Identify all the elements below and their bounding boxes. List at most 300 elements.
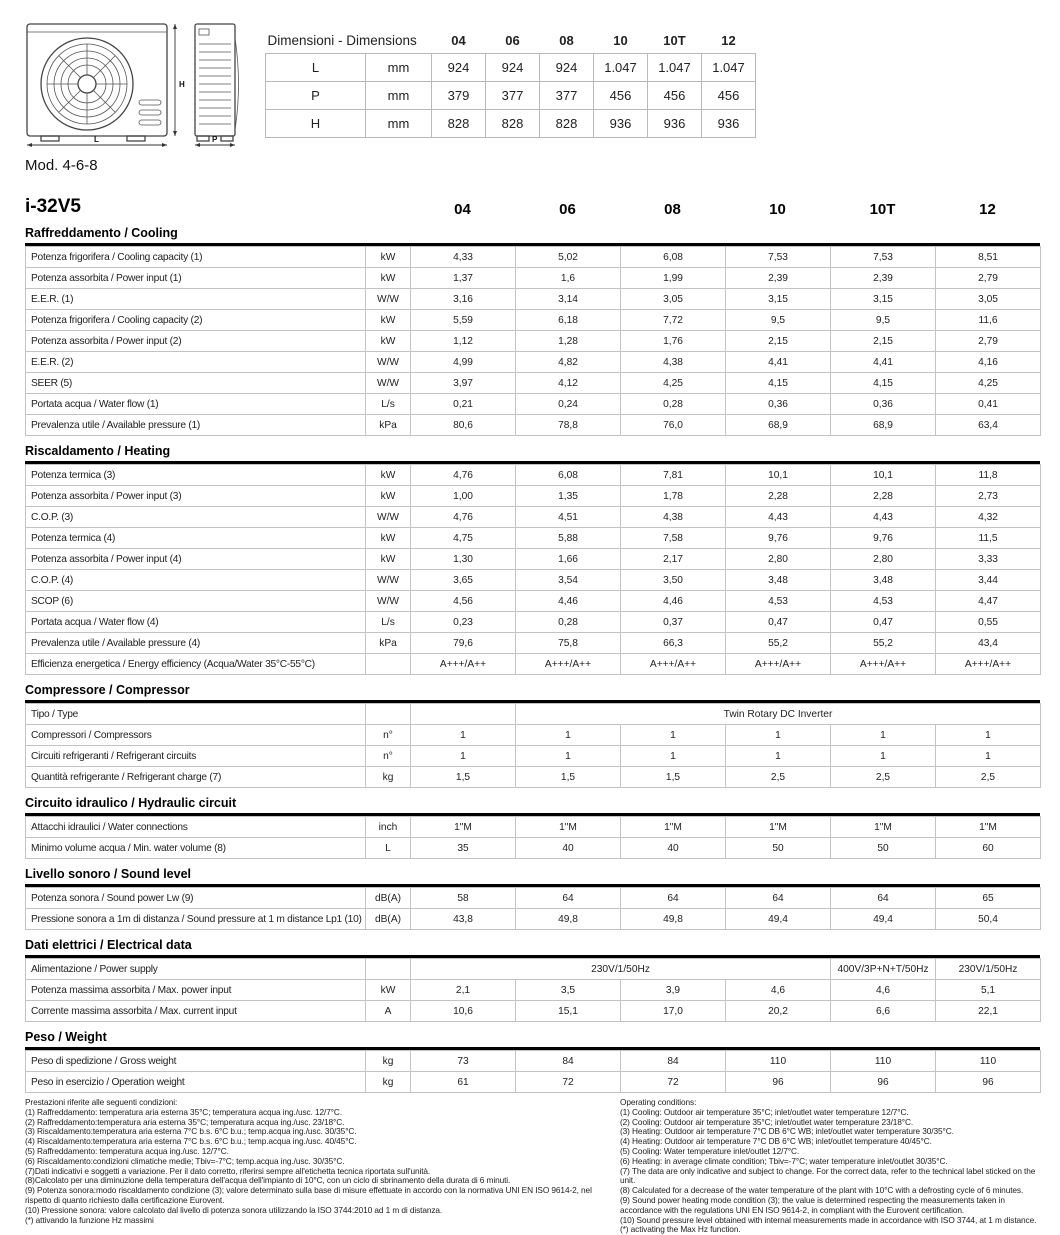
spec-value: 4,15	[726, 373, 831, 394]
dimension-value: 1.047	[594, 54, 648, 82]
footnote-line: (*) attivando la funzione Hz massimi	[25, 1214, 154, 1225]
spec-value: 50	[831, 838, 936, 859]
spec-row	[26, 633, 1041, 654]
dimensions-title: Dimensioni - Dimensions	[267, 33, 417, 48]
section-title: Livello sonoro / Sound level	[25, 863, 1040, 887]
spec-value: 0,37	[621, 612, 726, 633]
spec-value: 1	[516, 725, 621, 746]
spec-value: 9,76	[726, 528, 831, 549]
spec-row	[26, 980, 1041, 1001]
spec-value: 7,58	[621, 528, 726, 549]
spec-row-unit: L	[366, 838, 411, 859]
spec-row	[26, 289, 1041, 310]
spec-value: 1,5	[621, 767, 726, 788]
spec-row-unit: kW	[366, 331, 411, 352]
spec-value: 11,5	[936, 528, 1041, 549]
spec-value: 64	[621, 888, 726, 909]
spec-value: 50	[726, 838, 831, 859]
spec-section	[25, 792, 1040, 859]
spec-value: 10,6	[411, 1001, 516, 1022]
spec-row-label: Compressori / Compressors	[26, 725, 366, 746]
spec-value: 110	[936, 1051, 1041, 1072]
footnotes-left	[25, 1098, 620, 1235]
spec-row-label: E.E.R. (1)	[26, 289, 366, 310]
spec-section	[25, 440, 1040, 675]
spec-row-unit: kW	[366, 486, 411, 507]
dimensions-col-header: 12	[721, 33, 736, 48]
spec-value: 10,1	[726, 465, 831, 486]
spec-value: 1,37	[411, 268, 516, 289]
spec-span-value: 230V/1/50Hz	[936, 959, 1041, 980]
spec-value: 4,75	[411, 528, 516, 549]
spec-value: A+++/A++	[936, 654, 1041, 675]
spec-value: 49,4	[831, 909, 936, 930]
spec-value: 6,08	[621, 247, 726, 268]
spec-value: 5,1	[936, 980, 1041, 1001]
spec-value: 11,6	[936, 310, 1041, 331]
spec-row	[26, 352, 1041, 373]
spec-span-value	[411, 704, 516, 725]
spec-col-header: 10T	[869, 201, 896, 218]
spec-row-label: Attacchi idraulici / Water connections	[26, 817, 366, 838]
spec-row-label: Quantità refrigerante / Refrigerant charge (7)	[26, 767, 366, 788]
spec-value: 110	[831, 1051, 936, 1072]
spec-row	[26, 486, 1041, 507]
spec-value: 6,08	[516, 465, 621, 486]
dimension-value: 828	[540, 110, 594, 138]
footnote-line: (7) The data are only indicative and subject to change. For the correct data, refer to the technical label sticked on the unit.	[620, 1165, 1036, 1186]
spec-row	[26, 331, 1041, 352]
spec-value: 64	[726, 888, 831, 909]
spec-value: 61	[411, 1072, 516, 1093]
spec-value: A+++/A++	[516, 654, 621, 675]
spec-row-unit: kW	[366, 465, 411, 486]
section-title: Circuito idraulico / Hydraulic circuit	[25, 792, 1040, 816]
spec-row-unit	[366, 704, 411, 725]
spec-row-label: Prevalenza utile / Available pressure (1)	[26, 415, 366, 436]
spec-row-label: Corrente massima assorbita / Max. current input	[26, 1001, 366, 1022]
footnote-line: (4) Riscaldamento:temperatura aria esterna 7°C b.s. 6°C b.u.; temp.acqua ing./usc. 40/45°C.	[25, 1136, 357, 1147]
spec-row	[26, 247, 1041, 268]
spec-row	[26, 1051, 1041, 1072]
spec-value: 1	[936, 746, 1041, 767]
spec-value: 2,5	[936, 767, 1041, 788]
spec-row-label: C.O.P. (4)	[26, 570, 366, 591]
spec-value: 1,78	[621, 486, 726, 507]
spec-value: 1"M	[621, 817, 726, 838]
spec-row	[26, 909, 1041, 930]
spec-row-label: SCOP (6)	[26, 591, 366, 612]
spec-value: 4,56	[411, 591, 516, 612]
spec-row-label: Peso di spedizione / Gross weight	[26, 1051, 366, 1072]
spec-row-label: SEER (5)	[26, 373, 366, 394]
spec-row-unit: kW	[366, 247, 411, 268]
depth-dimension-label: P	[212, 135, 218, 144]
spec-value: 1	[831, 725, 936, 746]
dimension-label: P	[266, 82, 366, 110]
spec-row-unit: kW	[366, 980, 411, 1001]
spec-value: 4,38	[621, 352, 726, 373]
dimension-label: H	[266, 110, 366, 138]
dimension-value: 924	[486, 54, 540, 82]
dimensions-col-header: 10T	[663, 33, 686, 48]
dimension-unit: mm	[366, 82, 432, 110]
spec-row-label: Portata acqua / Water flow (1)	[26, 394, 366, 415]
footnote-line: (4) Heating: Outdoor air temperature 7°C DB 6°C WB; inlet/outlet temperature 40/45°C.	[620, 1136, 932, 1147]
spec-value: 1,99	[621, 268, 726, 289]
spec-row-unit: L/s	[366, 394, 411, 415]
spec-value: 3,05	[621, 289, 726, 310]
spec-value: 72	[516, 1072, 621, 1093]
spec-value: 2,5	[726, 767, 831, 788]
spec-row-unit: W/W	[366, 373, 411, 394]
spec-row	[26, 888, 1041, 909]
spec-row-unit: inch	[366, 817, 411, 838]
spec-value: 68,9	[831, 415, 936, 436]
spec-value: 1"M	[936, 817, 1041, 838]
spec-row	[26, 725, 1041, 746]
footnote-line: (8)Calcolato per una diminuzione della temperatura dell'acqua dell'impianto di 10°C, con un ciclo di sbrinamento della durata di 6 minuti.	[25, 1175, 511, 1186]
spec-value: 72	[621, 1072, 726, 1093]
dimension-label: L	[266, 54, 366, 82]
height-dimension-label: H	[179, 80, 185, 89]
spec-value: 2,80	[726, 549, 831, 570]
spec-row-label: Pressione sonora a 1m di distanza / Sound pressure at 1 m distance Lp1 (10)	[26, 909, 366, 930]
spec-row-unit: W/W	[366, 352, 411, 373]
spec-value: 2,17	[621, 549, 726, 570]
spec-col-header: 04	[454, 201, 471, 218]
spec-value: 4,46	[516, 591, 621, 612]
spec-row-unit: W/W	[366, 289, 411, 310]
spec-value: 35	[411, 838, 516, 859]
spec-section-table	[25, 816, 1041, 859]
spec-row	[26, 528, 1041, 549]
spec-row-unit: n°	[366, 746, 411, 767]
spec-value: 7,53	[831, 247, 936, 268]
spec-value: 3,05	[936, 289, 1041, 310]
dimensions-col-header: 06	[505, 33, 520, 48]
spec-section-table	[25, 246, 1041, 436]
spec-value: 4,32	[936, 507, 1041, 528]
spec-row-label: Potenza massima assorbita / Max. power input	[26, 980, 366, 1001]
dimensions-header-row	[266, 28, 756, 54]
spec-section	[25, 222, 1040, 436]
dimensions-table-wrap	[265, 28, 756, 138]
spec-section-table	[25, 887, 1041, 930]
spec-value: 1"M	[831, 817, 936, 838]
spec-section-table	[25, 958, 1041, 1022]
spec-value: 3,9	[621, 980, 726, 1001]
side-view-drawing	[195, 24, 239, 141]
spec-row-label: Potenza frigorifera / Cooling capacity (1)	[26, 247, 366, 268]
spec-row-unit: kg	[366, 767, 411, 788]
spec-value: 58	[411, 888, 516, 909]
spec-value: 4,33	[411, 247, 516, 268]
spec-row-unit: kW	[366, 310, 411, 331]
dimension-value: 456	[594, 82, 648, 110]
spec-row-unit: dB(A)	[366, 888, 411, 909]
spec-value: 3,50	[621, 570, 726, 591]
spec-row-label: Prevalenza utile / Available pressure (4)	[26, 633, 366, 654]
spec-value: 1	[726, 746, 831, 767]
spec-value: 0,55	[936, 612, 1041, 633]
spec-value: 1,76	[621, 331, 726, 352]
spec-row-label: C.O.P. (3)	[26, 507, 366, 528]
spec-value: 4,53	[726, 591, 831, 612]
spec-value: 1	[936, 725, 1041, 746]
spec-value: 64	[831, 888, 936, 909]
spec-row-label: Minimo volume acqua / Min. water volume (8)	[26, 838, 366, 859]
spec-value: 2,73	[936, 486, 1041, 507]
spec-value: 0,36	[726, 394, 831, 415]
spec-value: A+++/A++	[621, 654, 726, 675]
spec-value: 1,35	[516, 486, 621, 507]
spec-row-label: Potenza assorbita / Power input (2)	[26, 331, 366, 352]
spec-value: 4,51	[516, 507, 621, 528]
spec-value: 40	[621, 838, 726, 859]
spec-value: 4,76	[411, 507, 516, 528]
spec-value: 0,21	[411, 394, 516, 415]
spec-value: 1	[411, 746, 516, 767]
spec-value: 2,39	[831, 268, 936, 289]
dimension-value: 924	[540, 54, 594, 82]
spec-value: 4,53	[831, 591, 936, 612]
spec-span-value: 400V/3P+N+T/50Hz	[831, 959, 936, 980]
footnote-line: (7)Dati indicativi e soggetti a variazione. Per il dato corretto, riferirsi sempre all'etichetta tecnica riportata sull'unità.	[25, 1165, 431, 1176]
spec-value: 10,1	[831, 465, 936, 486]
spec-col-header: 08	[664, 201, 681, 218]
spec-col-header: 10	[769, 201, 786, 218]
section-title: Riscaldamento / Heating	[25, 440, 1040, 464]
section-title: Raffreddamento / Cooling	[25, 222, 1040, 246]
spec-value: 4,41	[831, 352, 936, 373]
spec-value: 84	[516, 1051, 621, 1072]
spec-value: 3,15	[831, 289, 936, 310]
spec-row-label: Portata acqua / Water flow (4)	[26, 612, 366, 633]
dimensions-row	[266, 54, 756, 82]
dimensions-col-header: 08	[559, 33, 574, 48]
spec-value: 1,6	[516, 268, 621, 289]
spec-value: 2,28	[726, 486, 831, 507]
spec-row	[26, 704, 1041, 725]
spec-value: 49,8	[516, 909, 621, 930]
spec-value: 1	[411, 725, 516, 746]
footnote-line: (6) Heating: in average climate condition; Tbiv=-7°C; water temperature inlet/outlet 30/35°C.	[620, 1155, 948, 1166]
spec-value: 3,15	[726, 289, 831, 310]
spec-row	[26, 507, 1041, 528]
spec-row	[26, 570, 1041, 591]
spec-value: 1	[831, 746, 936, 767]
spec-row-unit: kW	[366, 528, 411, 549]
dimension-value: 377	[486, 82, 540, 110]
spec-section-table	[25, 1050, 1041, 1093]
spec-value: 73	[411, 1051, 516, 1072]
spec-row	[26, 746, 1041, 767]
spec-section-table	[25, 703, 1041, 788]
spec-row	[26, 1001, 1041, 1022]
top-area	[25, 16, 1040, 174]
spec-value: 4,76	[411, 465, 516, 486]
dimension-value: 456	[648, 82, 702, 110]
spec-section-table	[25, 464, 1041, 675]
footnote-line: (*) activating the Max Hz function.	[620, 1224, 741, 1235]
spec-row-label: Efficienza energetica / Energy efficiency (Acqua/Water 35°C-55°C)	[26, 654, 366, 675]
spec-value: 76,0	[621, 415, 726, 436]
spec-value: 64	[516, 888, 621, 909]
spec-row-unit: W/W	[366, 507, 411, 528]
spec-row-unit: dB(A)	[366, 909, 411, 930]
spec-value: 2,5	[831, 767, 936, 788]
footnote-header: Operating conditions:	[620, 1097, 697, 1107]
spec-value: 7,53	[726, 247, 831, 268]
spec-value: 3,5	[516, 980, 621, 1001]
spec-value: 9,76	[831, 528, 936, 549]
spec-value: 1"M	[516, 817, 621, 838]
spec-value: 80,6	[411, 415, 516, 436]
product-drawings	[25, 16, 265, 174]
spec-value: 79,6	[411, 633, 516, 654]
spec-row-unit	[366, 654, 411, 675]
dimension-value: 377	[540, 82, 594, 110]
spec-value: 110	[726, 1051, 831, 1072]
spec-value: 6,6	[831, 1001, 936, 1022]
spec-value: 3,48	[831, 570, 936, 591]
spec-value: 4,25	[621, 373, 726, 394]
spec-col-header: 12	[979, 201, 996, 218]
spec-sections	[25, 222, 1040, 1093]
spec-row-label: E.E.R. (2)	[26, 352, 366, 373]
spec-value: 43,4	[936, 633, 1041, 654]
spec-value: 3,97	[411, 373, 516, 394]
dimension-value: 379	[432, 82, 486, 110]
outdoor-unit-drawing	[25, 16, 243, 148]
spec-value: 8,51	[936, 247, 1041, 268]
spec-value: 63,4	[936, 415, 1041, 436]
spec-value: 43,8	[411, 909, 516, 930]
spec-value: 3,33	[936, 549, 1041, 570]
spec-header-cells	[25, 190, 1040, 218]
footnote-line: (5) Cooling: Water temperature inlet/outlet 12/7°C.	[620, 1145, 800, 1156]
spec-value: 4,6	[831, 980, 936, 1001]
spec-value: 84	[621, 1051, 726, 1072]
spec-value: 1,5	[411, 767, 516, 788]
spec-value: 1,12	[411, 331, 516, 352]
spec-row	[26, 591, 1041, 612]
spec-value: 0,23	[411, 612, 516, 633]
spec-value: 0,24	[516, 394, 621, 415]
spec-row-unit: W/W	[366, 591, 411, 612]
spec-section	[25, 934, 1040, 1022]
spec-row-label: Potenza frigorifera / Cooling capacity (2)	[26, 310, 366, 331]
spec-value: 96	[831, 1072, 936, 1093]
spec-header-row	[25, 190, 1040, 218]
length-dimension-label: L	[94, 135, 99, 144]
spec-value: 1	[726, 725, 831, 746]
footnote-line: (3) Riscaldamento:temperatura aria esterna 7°C b.s. 6°C b.u.; temp.acqua ing./usc. 30/35°C.	[25, 1126, 357, 1137]
spec-value: 40	[516, 838, 621, 859]
spec-value: 1	[621, 725, 726, 746]
model-title: i-32V5	[25, 196, 81, 217]
spec-row-label: Potenza sonora / Sound power Lw (9)	[26, 888, 366, 909]
dimensions-row	[266, 110, 756, 138]
spec-value: 1	[621, 746, 726, 767]
spec-value: 1,00	[411, 486, 516, 507]
footnote-line: (9) Potenza sonora:modo riscaldamento condizione (3); valore determinato sulla base di misure effettuate in accordo con la normativa UNI EN ISO 9614-2, nel rispetto di quanto richiesto dalla certificazione Eurovent.	[25, 1185, 592, 1205]
spec-value: 5,02	[516, 247, 621, 268]
spec-value: 0,47	[831, 612, 936, 633]
spec-value: 50,4	[936, 909, 1041, 930]
spec-row-label: Tipo / Type	[26, 704, 366, 725]
spec-value: 1"M	[411, 817, 516, 838]
spec-row	[26, 465, 1041, 486]
spec-row	[26, 268, 1041, 289]
footnotes	[25, 1098, 1040, 1235]
spec-row-unit: n°	[366, 725, 411, 746]
spec-value: 1,66	[516, 549, 621, 570]
dimension-unit: mm	[366, 54, 432, 82]
spec-row-unit: kg	[366, 1051, 411, 1072]
spec-value: 22,1	[936, 1001, 1041, 1022]
footnote-line: (8) Calculated for a decrease of the water temperature of the plant with 10°C with a defrosting cycle of 6 minutes.	[620, 1185, 1024, 1196]
footnote-line: (3) Heating: Outdoor air temperature 7°C DB 6°C WB; inlet/outlet water temperature 30/35°C.	[620, 1126, 954, 1137]
spec-value: A+++/A++	[411, 654, 516, 675]
spec-row	[26, 612, 1041, 633]
dimension-unit: mm	[366, 110, 432, 138]
spec-row-unit: L/s	[366, 612, 411, 633]
spec-span-value: 230V/1/50Hz	[411, 959, 831, 980]
spec-value: 2,79	[936, 331, 1041, 352]
spec-value: 9,5	[726, 310, 831, 331]
spec-row-unit: A	[366, 1001, 411, 1022]
spec-value: 0,41	[936, 394, 1041, 415]
spec-value: 11,8	[936, 465, 1041, 486]
spec-value: A+++/A++	[831, 654, 936, 675]
section-title: Peso / Weight	[25, 1026, 1040, 1050]
dimension-value: 1.047	[702, 54, 756, 82]
spec-value: 2,79	[936, 268, 1041, 289]
spec-value: 4,16	[936, 352, 1041, 373]
spec-row	[26, 394, 1041, 415]
spec-row-label: Potenza assorbita / Power input (4)	[26, 549, 366, 570]
spec-row-unit: kW	[366, 268, 411, 289]
spec-value: 1	[516, 746, 621, 767]
spec-value: 60	[936, 838, 1041, 859]
spec-value: 2,80	[831, 549, 936, 570]
spec-value: 0,36	[831, 394, 936, 415]
spec-value: 96	[936, 1072, 1041, 1093]
spec-section	[25, 679, 1040, 788]
spec-value: 4,43	[726, 507, 831, 528]
spec-row-label: Potenza termica (4)	[26, 528, 366, 549]
spec-row-label: Potenza assorbita / Power input (1)	[26, 268, 366, 289]
spec-row-label: Circuiti refrigeranti / Refrigerant circuits	[26, 746, 366, 767]
spec-value: 4,6	[726, 980, 831, 1001]
footnote-line: (5) Raffreddamento: temperatura acqua ing./usc. 12/7°C.	[25, 1145, 229, 1156]
dimension-value: 456	[702, 82, 756, 110]
footnote-line: (10) Sound pressure level obtained with internal measurements made in accordance with ISO 3744, at 1 m distance.	[620, 1214, 1037, 1225]
dimension-value: 828	[486, 110, 540, 138]
spec-value: 4,41	[726, 352, 831, 373]
spec-row	[26, 549, 1041, 570]
spec-value: 1,5	[516, 767, 621, 788]
spec-value: 4,12	[516, 373, 621, 394]
spec-value: 4,38	[621, 507, 726, 528]
spec-section	[25, 863, 1040, 930]
spec-row-label: Potenza assorbita / Power input (3)	[26, 486, 366, 507]
spec-value: 5,88	[516, 528, 621, 549]
dimension-value: 1.047	[648, 54, 702, 82]
spec-value: 55,2	[831, 633, 936, 654]
